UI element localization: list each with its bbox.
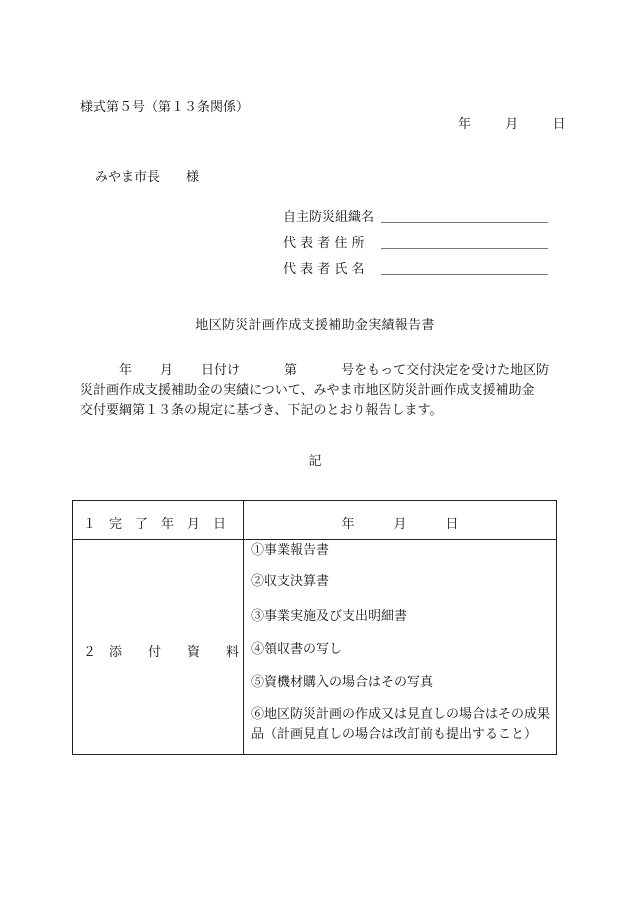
body-text	[80, 361, 556, 421]
completion-date-label: １ 完 了 年 月 日	[83, 517, 227, 532]
org-label: 自主防災組織名	[283, 210, 375, 225]
rep-address-field[interactable]	[381, 248, 548, 249]
applicant-name-row	[283, 258, 548, 276]
date-year: 年	[458, 117, 472, 132]
document-title: 地区防災計画作成支援補助金実績報告書	[195, 318, 435, 333]
applicant-org-row	[283, 206, 548, 224]
attachment-item: ③事業実施及び支出明細書	[251, 609, 408, 624]
body-line-3: 交付要綱第１３条の規定に基づき、下記のとおり報告します。	[80, 403, 443, 418]
date-day: 日	[552, 117, 566, 132]
ki-heading: 記	[308, 454, 322, 469]
attachment-item: ⑤資機材購入の場合はその写真	[251, 675, 434, 690]
date-month: 月	[505, 117, 519, 132]
table-row-divider	[73, 539, 556, 540]
body-year: 年	[119, 363, 133, 378]
form-number: 様式第５号（第１３条関係）	[80, 100, 250, 115]
attachment-item: ②収支決算書	[251, 574, 330, 589]
org-field[interactable]	[381, 222, 548, 223]
body-month: 月	[160, 363, 174, 378]
report-table	[72, 500, 557, 755]
body-line-2: 災計画作成支援補助金の実績について、みやま市地区防災計画作成支援補助金	[80, 383, 535, 398]
rep-name-label: 代 表 者 氏 名	[283, 262, 365, 277]
attachment-item: ①事業報告書	[251, 543, 330, 558]
body-line-1	[80, 361, 556, 381]
body-line-1-rest: 号をもって交付決定を受けた地区防	[341, 363, 550, 378]
rep-address-label: 代 表 者 住 所	[283, 236, 365, 251]
completion-date-value[interactable]: 年 月 日	[341, 517, 459, 532]
submission-date	[458, 113, 566, 132]
body-dated: 日付け	[201, 363, 241, 378]
body-number-prefix: 第	[284, 363, 298, 378]
attachment-item: ④領収書の写し	[251, 642, 343, 657]
rep-name-field[interactable]	[381, 274, 548, 275]
applicant-address-row	[283, 232, 548, 250]
attachments-label: ２ 添 付 資 料	[83, 645, 240, 660]
addressee: みやま市長 様	[95, 170, 200, 185]
attachment-item: ⑥地区防災計画の作成又は見直しの場合はその成果品（計画見直しの場合は改訂前も提出すること）	[251, 707, 551, 742]
